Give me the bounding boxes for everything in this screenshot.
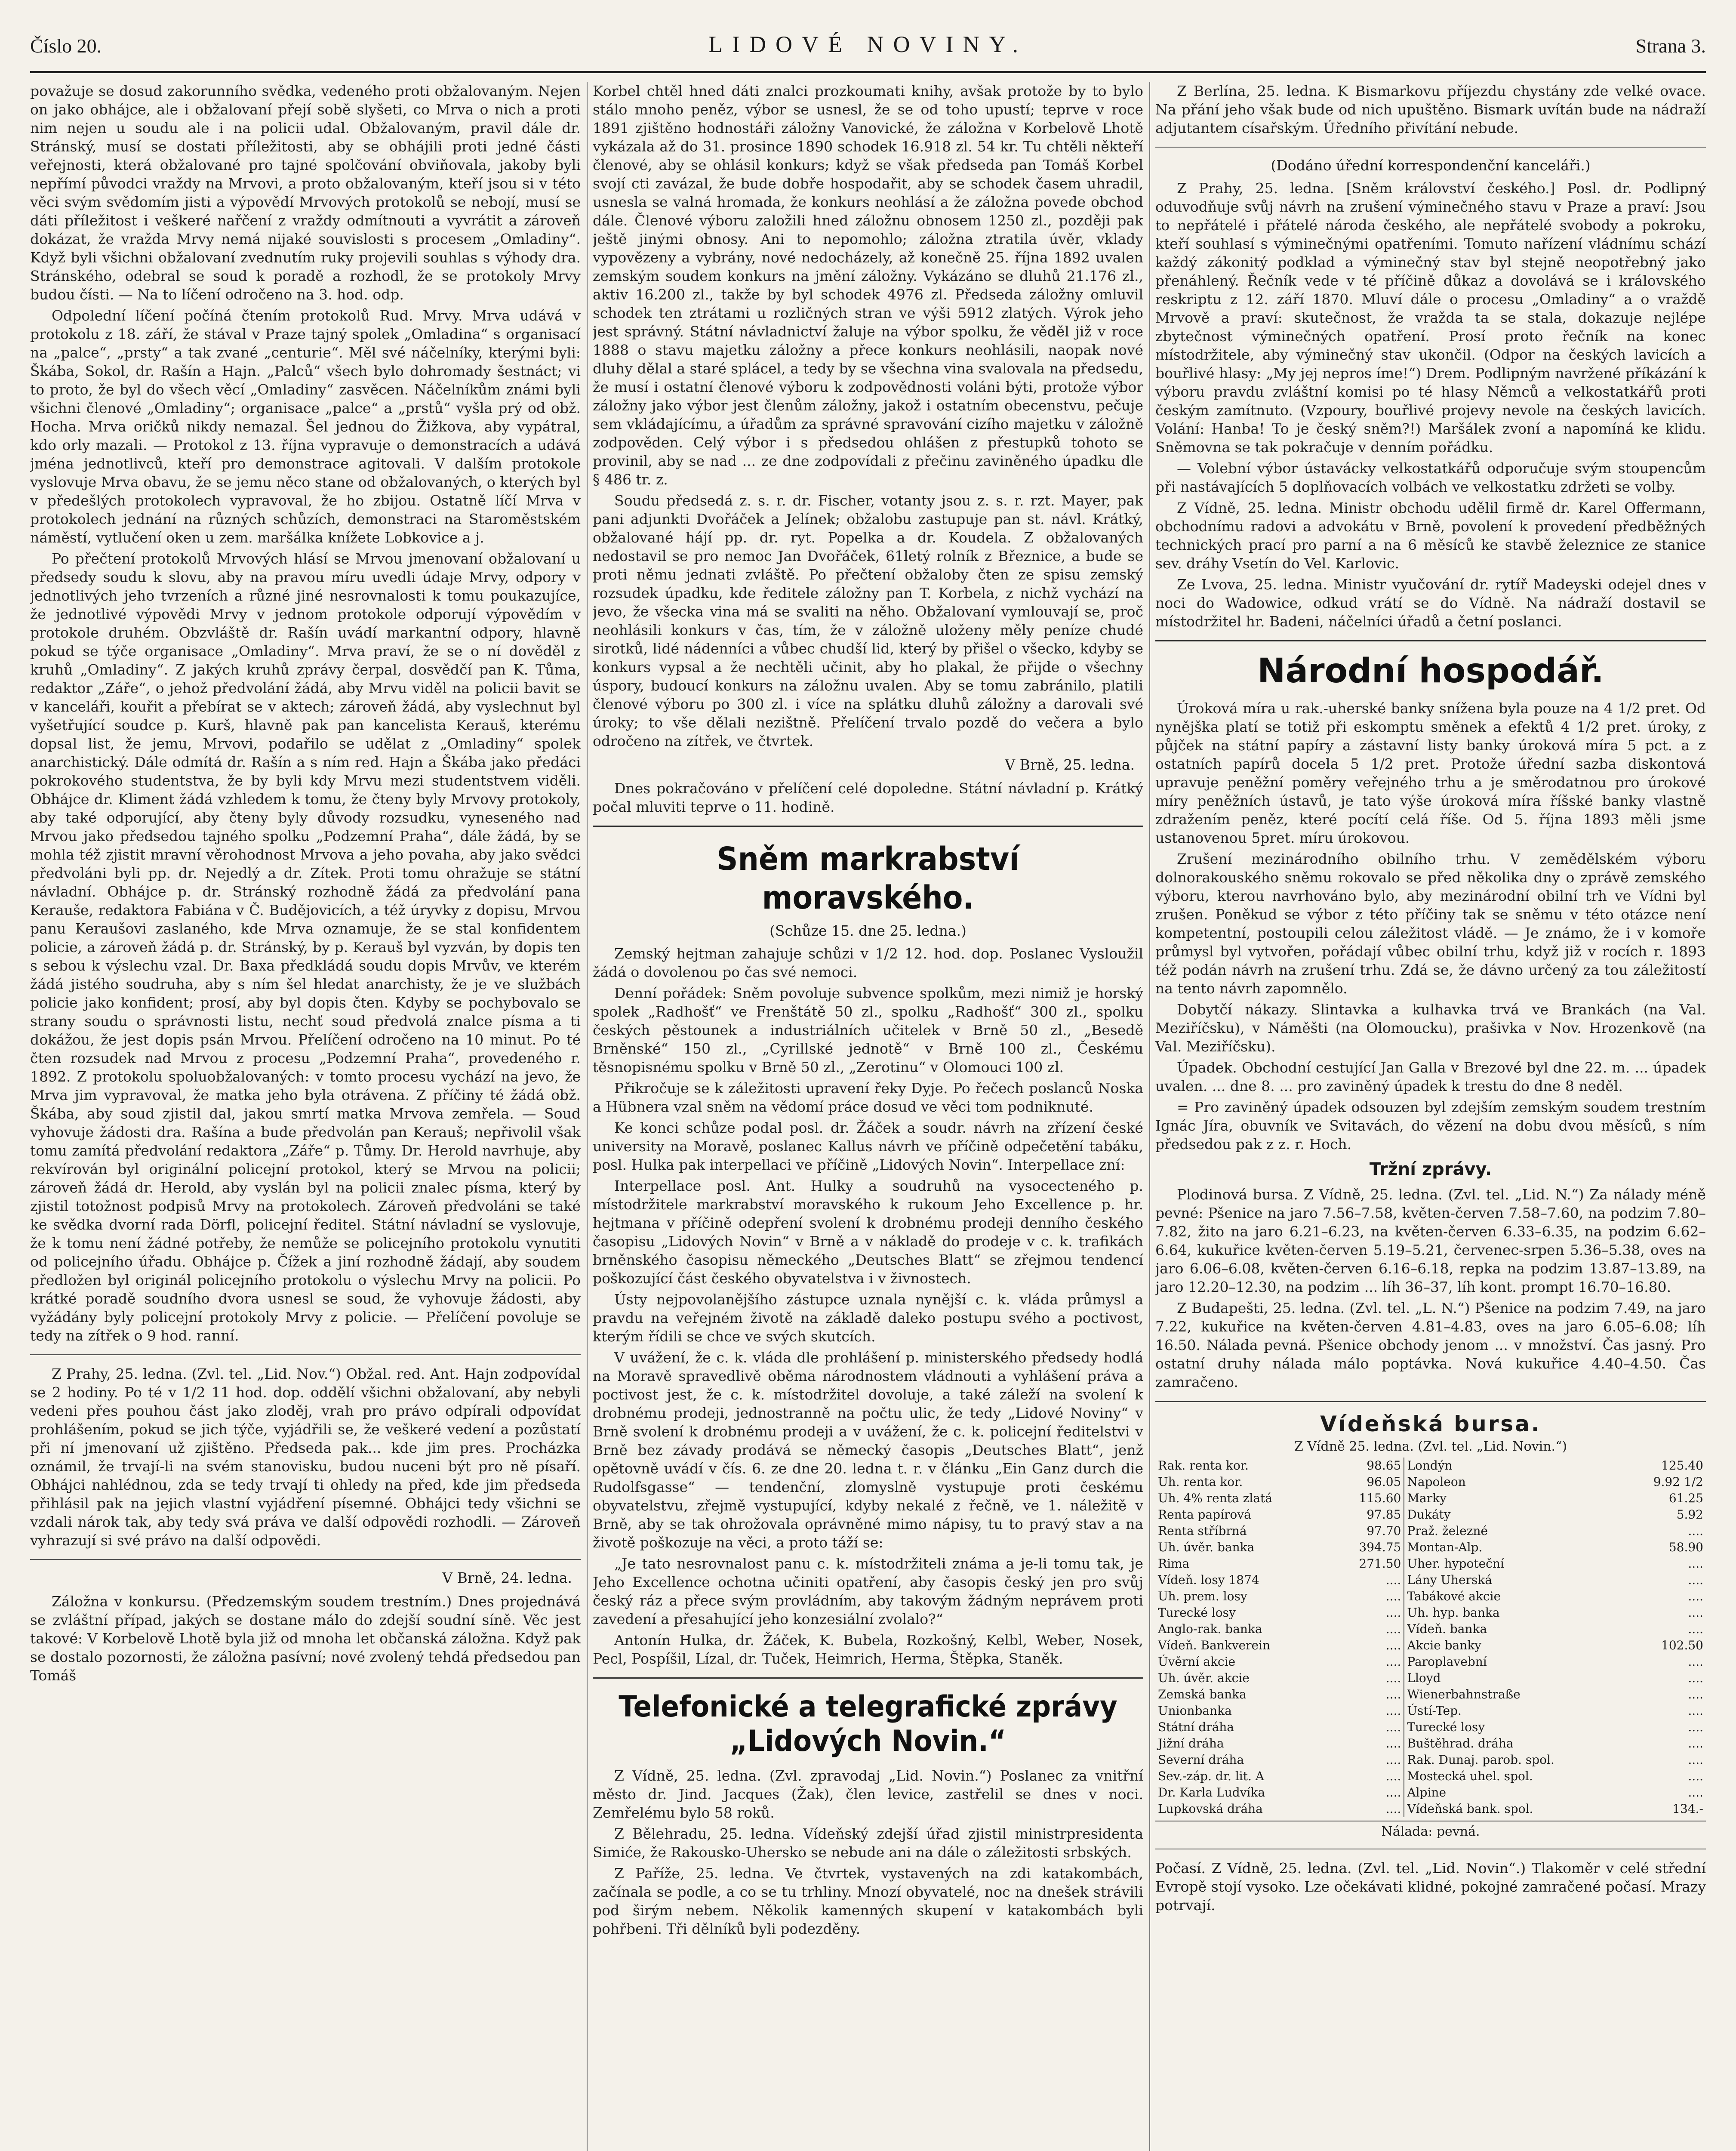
article-paragraph: Z Paříže, 25. ledna. Ve čtvrtek, vystavených na zdi katakombách, začínala se podle, a co se tu trhliny. Mnozí obyvatelé, noc na dnešek strávili pod širým nebem. Několik kamenných skupení v katakombách byli pohřbeni. Tři dělníků byli podezděny. — [593, 1865, 1143, 1937]
bursa-item-value: 102.50 — [1661, 1638, 1703, 1652]
bursa-item-value: .... — [1688, 1573, 1703, 1587]
section-divider — [593, 826, 1143, 827]
article-paragraph: Odpolední líčení počíná čtením protokolů Rud. Mrvy. Mrva udává v protokolu z 18. září, že stával v Praze tajný spolek „Omladina“ s organisací na „palce“, „prsty“ a tak zvané „centurie“. Měl své náčelníky, kterými byli: Škába, Sokol, dr. Rašín a Hajn. „Palců“ všech bylo dohromady šestnáct; vi to proto, že byl do všech věcí „Omladiny“ zasvěcen. Náčelníkům známi byli všichni členové „Omladiny“; organisace „palce“ a „prstů“ vyšla prý od obž. Hocha. Mrva oričků nikdy nemazal. Šel jednou do Žižkova, aby vypátral, kdo orly mazali. — Protokol z 13. října vypravuje o demonstracích a udává jména jednotlivců, kteří pro demonstrace agitovali. V dalším protokole vyslovuje Mrva obavu, že se jemu něco stane od obžalovaných, o kterých byl v předešlých protokolech vypravoval, že ho zbijou. Ostatně líčí Mrva v protokolech jednání na různých schůzích, demonstraci na Staroměstském náměstí, vytlučení oken u zem. maršálka knížete Lobkovice a j. — [30, 307, 581, 546]
article-paragraph: Ke konci schůze podal posl. dr. Žáček a soudr. návrh na zřízení české university na Moravě, poslanec Kallus návrh ve příčině odpečetění tabáku, posl. Hulka pak interpellaci ve příčině „Lidových Novin“. Interpellace zní: — [593, 1119, 1143, 1173]
article-paragraph: Dobytčí nákazy. Slintavka a kulhavka trvá ve Brankách (na Val. Meziříčsku), v Náměšti (na Olomoucku), prašivka v Nov. Hrozenkově (na Val. Meziříčsku). — [1155, 1001, 1706, 1055]
bursa-subtitle: Z Vídně 25. ledna. (Zvl. tel. „Lid. Novin.“) — [1294, 1439, 1567, 1454]
bursa-item-value: .... — [1688, 1556, 1703, 1571]
bursa-item-value: .... — [1688, 1687, 1703, 1701]
bursa-item-value: 9.92 1/2 — [1653, 1475, 1703, 1489]
bursa-row — [1155, 1523, 1706, 1539]
bursa-item-value: .... — [1385, 1622, 1401, 1636]
bursa-item-value: .... — [1385, 1687, 1401, 1701]
bursa-item-value: .... — [1688, 1704, 1703, 1718]
article-paragraph: V uvážení, že c. k. vláda dle prohlášení p. ministerského předsedy hodlá na Moravě spravedlivě oběma národnostem vládnouti a vyhlášení práva a poctivost jest, že c. k. místodržitel dovoluje, a také záleží na svolení k drobnému prodeji, jednostranně na počtu ulic, že tedy „Lidové Noviny“ v Brně svolení k drobnému prodeji a v uvážení, že c. k. policejní ředitelstvi v Brně bez závady prodává se německý časopis „Deutsches Blatt“, jenž opětovně uvádí v čís. 6. ze dne 20. ledna t. r. v článku „Ein Ganz durch die Rudolfsgasse“ — tendenční, zlomyslně vystupuje proti českému obyvatelstvu, zřejmě vystupující, kdyby nekalé z řečně, ve 1. náležitě v Brně, aby se tak ohrožovala oprávněné mimo nápisy, tu to pravý stav a na životě poškozuje na věci, a proto táží se: — [593, 1349, 1143, 1551]
bursa-item-value: 5.92 — [1676, 1507, 1703, 1522]
section-divider — [1155, 1401, 1706, 1402]
bursa-row — [1155, 1621, 1706, 1637]
bursa-row — [1155, 1490, 1706, 1507]
article-paragraph: Úroková míra u rak.-uherské banky snížena byla pouze na 4 1/2 pret. Od nynějška platí se totiž při eskomptu směnek a efektů 4 1/2 pret. úroky, z půjček na státní papíry a zástavní listy banky úroková míra 5 pct. a z ostatních papírů docela 5 1/2 pret. Protože úřední sazba diskontová upravuje peněžní poměry veřejného trhu a je směrodatnou pro úrokové míry peněžních ústavů, je tato výše úroková míra říšské banky vlastně zdražením peněz, které pocítí celá říše. Od 5. října 1893 měli jsme ustanovenou 5pret. míru úrokovou. — [1155, 700, 1706, 846]
bursa-item-name: Jižní dráha — [1158, 1736, 1224, 1750]
article-paragraph: Z Prahy, 25. ledna. [Sněm království českého.] Posl. dr. Podlipný oduvodňuje svůj návrh na zrušení výminečného stavu v Praze a praví: Jsou to nepřátelé i přátelé národa českého, ale nepřátelé svobody a pokroku, kteří souhlasí s výminečnými opatřeními. Tomuto nařízení vládnímu schází každý zákonitý podklad a výminečný stav byl stejně neopotřebný jako přenáhlený. Řečník vede v té příčině důkaz a dovolává se i královského reskriptu z 12. září 1870. Mluví dále o procesu „Omladiny“ a o vraždě Mrvově a praví: skutečnost, že vražda ta se stala, dokazuje nejlépe zbytečnost výminečných opatření. Prosí proto řečník na konec místodržitele, aby výminečný stav ukončil. (Odpor na českých lavicích a bouřlivé hlasy: „My jej nepros íme!“) Drem. Podlipným navržené příkázání k výboru pravdu zvláštní komisi po té hlasy Němců a velkostatkářů proti českým zamítnuto. (Vzpoury, bouřlivé projevy nevole na českých lavicích. Volání: Hanba! To je český sněm?!) Maršálek zvoní a napomíná ke klidu. Sněmovna se tak pokračuje v denním pořádku. — [1155, 180, 1706, 456]
bursa-item-name: Dukáty — [1404, 1507, 1649, 1523]
bursa-item-name: Buštěhrad. dráha — [1404, 1735, 1649, 1752]
bursa-item-name: Praž. železné — [1404, 1523, 1649, 1539]
bursa-item-name: Dr. Karla Ludvíka — [1158, 1785, 1265, 1800]
article-paragraph: Korbel chtěl hned dáti znalci prozkoumati knihy, avšak protože by to bylo stálo mnoho peněz, výbor se usnesl, že se od toho upustí; teprve v roce 1891 zjištěno hodnostáři záložny Vanovické, že záložna v Korbelově Lhotě vykázala až do 31. prosince 1890 schodek 16.918 zl. 54 kr. Tu chtěli někteří členové, aby se ohlásil konkurs; když se však předseda pan Tomáš Korbel svojí cti zavázal, že bude dobře hospodařit, aby se schodek časem uhradil, usnesla se valná hromada, že konkurs neohlásí a že záložna povede obchod dále. Členové výboru založili hned záložnu obnosem 1250 zl., později pak ještě jinými obnosy. Ani to nepomohlo; záložna ztratila úvěr, vklady vypovězeny a vybrány, nové nedocházely, až konečně 25. října 1892 uvalen zemským soudem konkurs na jmění záložny. Vykázáno se dluhů 21.176 zl., aktiv 16.200 zl., takže by byl schodek 4976 zl. Předseda záložny omluvil schodek ten ztrátami u rozličných stran ve výši 5912 zlatých. Výrok jeho jest správný. Státní návladnictví žaluje na výbor spolku, že věděl již v roce 1888 o stavu majetku záložny a přece konkurs neohlásili, naopak nové dluhy dělal a staré splácel, a tedy by se všechna vina svalovala na předsedu, že musí i ostatní členové výboru k zodpovědnosti voláni býti, protože výbor záložny jako výbor jest členům záložny, jakož i ostatním obecenstvu, pečuje sem vkládajícímu, a úřadům za správné spravování cizího majetku v záložně zodpověden. Celý výbor i s předsedou ohlášen z přestupků tohoto se provinil, aby se nad ... ze dne zodpovídali z přečinu zaviněného úpadku dle § 486 tr. z. — [593, 83, 1143, 488]
newspaper-page — [30, 26, 1706, 2151]
bursa-item-name: Unionbanka — [1158, 1704, 1232, 1718]
bursa-item-name: Severní dráha — [1158, 1753, 1244, 1767]
bursa-item-name: Uh. hyp. banka — [1404, 1605, 1649, 1621]
bursa-item-value: 115.60 — [1359, 1491, 1401, 1505]
weather-report: Počasí. Z Vídně, 25. ledna. (Zvl. tel. „Lid. Novin“.) Tlakoměr v celé střední Evropě stojí vysoko. Lze očekávati klidné, pokojné zamračené počasí. Mrazy potrvají. — [1155, 1860, 1706, 1914]
bursa-item-name: Marky — [1404, 1490, 1649, 1507]
bursa-item-name: Turecké losy — [1158, 1606, 1236, 1620]
bursa-item-value: 97.85 — [1367, 1507, 1401, 1522]
bursa-item-value: .... — [1385, 1736, 1401, 1750]
column-1 — [30, 82, 581, 2151]
bursa-item-value: 61.25 — [1668, 1491, 1703, 1505]
bursa-row — [1155, 1507, 1706, 1523]
bursa-item-name: Lloyd — [1404, 1670, 1649, 1686]
section-heading-snem: Sněm markrabství moravského. — [717, 841, 1019, 916]
article-paragraph: — Volební výbor ústavácky velkostatkářů odporučuje svým stoupencům při nastávajících 5 doplňovacích volbách ve velkostatku zdržeti se volby. — [1155, 460, 1706, 495]
article-paragraph: Plodinová bursa. Z Vídně, 25. ledna. (Zvl. tel. „Lid. N.“) Za nálady méně pevné: Pšenice na jaro 7.56–7.58, květen-červen 7.58–7.60, na podzim 7.80–7.82, žito na jaro 6.21–6.23, na květen-červen 6.33–6.35, na podzim 6.62–6.64, kukuřice květen-červen 5.19–5.21, červenec-srpen 5.36–5.38, oves na jaro 6.06–6.08, květen-červen 6.16–6.18, repka na podzim 13.87–13.89, na jaro 12.20–12.30, na podzim ... líh 36–37, líh kont. prompt 16.70–16.80. — [1155, 1186, 1706, 1295]
dateline: V Brně, 24. ledna. — [442, 1569, 572, 1586]
bursa-heading: Vídeňská bursa. — [1320, 1411, 1541, 1436]
section-divider — [30, 1354, 581, 1355]
article-paragraph: Zemský hejtman zahajuje schůzi v 1/2 12. hod. dop. Poslanec Vysloužil žádá o dovolenou po čas své nemoci. — [593, 945, 1143, 980]
bursa-item-name: Uher. hypoteční — [1404, 1556, 1649, 1572]
article-paragraph: Soudu předsedá z. s. r. dr. Fischer, votanty jsou z. s. r. rzt. Mayer, pak pani adjunkti Dvořáček a Jelínek; obžalobu zastupuje pan st. návl. Krátký, obžalované hájí pp. dr. ryt. Popelka a dr. Koudela. Z obžalovaných nedostavil se pro nemoc Jan Dvořáček, 61letý rolník z Březnice, a bude se proti němu jednati zvláště. Po přečtení obžaloby čten ze spisu zemský rozsudek úpadku, kde ředitele záložny pan T. Korbela, z nichž vychází na jevo, že všecka vina má se svaliti na něho. Obžalovaní vymlouvají se, proč neohlásili konkurs v čas, tím, že v záložně uloženy měly peníze chudé sirotků, lidé nádenníci a vůbec chudší lid, který by přišel o všecko, kdyby se konkurs vypsal a že nechtěli učinit, aby ho plakal, že přijde o všechny úspory, budoucí konkurs na záložnu uvalen. Aby se tomu zabránilo, platili členové výboru po 300 zl. i více na splátku dluhů záložny a darovali své úroky; to vše dělali nezištně. Přelíčení trvalo pozdě do večera a bylo odročeno na zítřek, ve čtvrtek. — [593, 492, 1143, 749]
article-paragraph: Interpellace posl. Ant. Hulky a soudruhů na vysocecteného p. místodržitele markrabství moravského k rukoum Jeho Excellence p. hr. hejtmana v příčině odepření svolení k drobnému prodeji denního českého časopisu „Lidových Novin“ v Brně a v nákladě do prodeje v c. k. trafikách brněnského časopisu německého „Deutsches Blatt“ se zřejmou tendencí poškozující část českého obyvatelstva i v živnostech. — [593, 1177, 1143, 1287]
bursa-item-name: Alpine — [1404, 1784, 1649, 1801]
bursa-item-name: Vídeň. banka — [1404, 1621, 1649, 1637]
article-paragraph: = Pro zaviněný úpadek odsouzen byl zdejším zemským soudem trestním Ignác Jíra, obuvník ve Svitavách, do vězení na dobu dvou měsíců, s ním předsedou pak z z. r. Hoch. — [1155, 1099, 1706, 1153]
column-3 — [1155, 82, 1706, 2151]
bursa-item-value: .... — [1385, 1671, 1401, 1685]
bursa-item-value: .... — [1688, 1622, 1703, 1636]
bursa-item-value: 125.40 — [1661, 1458, 1703, 1473]
bursa-item-name: Uh. renta kor. — [1158, 1475, 1243, 1489]
bursa-row — [1155, 1556, 1706, 1572]
bursa-item-name: Vídeň. Bankverein — [1158, 1638, 1271, 1652]
article-paragraph: Z Prahy, 25. ledna. (Zvl. tel. „Lid. Nov.“) Obžal. red. Ant. Hajn zodpovídal se 2 hodiny. Po té v 1/2 11 hod. dop. oddělí všichni obžalovaní, aby nebyli vedeni přes pouhou část jako zloděj, vrah pro právo odpírali odpovídat prohlášením, pokud se jich týče, vyjádřili se, že veškeré vedení a pozůstatí při ní jmenovaní už zjištěno. Předseda pak... kde jim pres. Procházka oznámil, že trvají-li na svém stanovisku, budou nuceni být pro ně písaří. Obhájci nahlédnou, zda se tedy trvají ti ohledy na před, kde jim předseda přihlásil pak na jejich vlastní vyjádření písemné. Obhájci tedy všichni se vzdali nárok tak, aby tedy svá práva ve další odpovědi rozhodli. — Zároveň vyhrazují si své právo na další odpovědi. — [30, 1365, 581, 1549]
bursa-item-name: Wienerbahnstraße — [1404, 1686, 1649, 1703]
signatories: Antonín Hulka, dr. Žáček, K. Bubela, Rozkošný, Kelbl, Weber, Nosek, Pecl, Pospíšil, Lízal, dr. Tuček, Heimrich, Herma, Štěpka, Staněk. — [593, 1632, 1143, 1667]
bursa-item-name: Rak. Dunaj. parob. spol. — [1404, 1752, 1649, 1768]
bursa-item-value: 98.65 — [1367, 1458, 1401, 1473]
bursa-item-name: Tabákové akcie — [1404, 1588, 1649, 1605]
bursa-row — [1155, 1637, 1706, 1654]
bursa-item-name: Napoleon — [1404, 1474, 1649, 1490]
bursa-item-value: .... — [1385, 1704, 1401, 1718]
bursa-item-name: Anglo-rak. banka — [1158, 1622, 1262, 1636]
article-paragraph: Z Berlína, 25. ledna. K Bismarkovu příjezdu chystány zde velké ovace. Na přání jeho však bude od nich upuštěno. Bismark uvítán bude na nádraží adjutantem císařským. Úředního přivítání nebude. — [1155, 83, 1706, 136]
bursa-item-name: Vídeňská bank. spol. — [1404, 1801, 1649, 1817]
bursa-item-name: Sev.-záp. dr. lit. A — [1158, 1769, 1264, 1783]
bursa-item-value: .... — [1385, 1753, 1401, 1767]
bursa-item-value: .... — [1385, 1606, 1401, 1620]
section-divider — [30, 1559, 581, 1560]
bursa-item-name: Akcie banky — [1404, 1637, 1649, 1654]
article-paragraph: Z Bělehradu, 25. ledna. Vídeňský zdejší úřad zjistil ministrpresidenta Simiće, že Rakousko-Uhersko se nebude ani na dále o záležitosti srbských. — [593, 1825, 1143, 1861]
bursa-row — [1155, 1539, 1706, 1556]
article-paragraph: Záložna v konkursu. (Předzemským soudem trestním.) Dnes projednává se zvláštní případ, jakých se dostane málo do zdejší soudní síně. Věc jest takové: V Korbelově Lhotě byla již od mnoha let občanská záložna. Když pak se dostalo pozornosti, že záložna pasívní; nové zvolený tehdá předsedou pan Tomáš — [30, 1593, 581, 1684]
session-info: (Schůze 15. dne 25. ledna.) — [770, 922, 966, 939]
article-paragraph: Po přečtení protokolů Mrvových hlásí se Mrvou jmenovaní obžalovaní u předsedy soudu k slovu, aby na pravou míru uvedli údaje Mrvy, odpory v jednotlivých jeho tvrzeních a různé jiné nesrovnalosti k tomu poukazujíce, že jednotlivé výpovědi Mrvy v jednom protokole odporují výpovědím v protokole druhém. Obzvláště dr. Rašín uvádí markantní odpory, hlavně pokud se týče organisace „Omladiny“. Mrva praví, že se o ní dověděl z kruhů „Omladiny“. Z jakých kruhů zprávy čerpal, dosvědčí pan K. Tůma, redaktor „Záře“, o jehož předvolání žádá, aby Mrvu viděl na policii bavit se v kanceláři, kouřit a přebírat se v aktech; zároveň žádá, aby vyslechnut byl vyšetřující soudce p. Kurš, hlavně pak pan kancelista Kerauš, kterému dopsal list, že jemu, Mrvovi, podařilo se udělat z „Omladiny“ spolek anarchistický. Dále odmítá dr. Rašín a s ním red. Hajn a Škába jako předáci pokrokového studentstva, že by byli kdy Mrvu mezi studentstvem viděli. Obhájce dr. Kliment žádá vzhledem k tomu, že čteny byly Mrvovy protokoly, aby také odporující, aby čteny byly důvody rozsudku, vyneseného nad Mrvou jako předsedou tajného spolku „Podzemní Praha“, dále žádá, by se mohla též zjistit mravní věrohodnost Mrvova a jeho povaha, aby jako svědci předvoláni byli pp. dr. Nejedlý a dr. Zítek. Proti tomu ohražuje se státní návladní. Obhájce p. dr. Stránský rozhodně žádá za předvolání pana Kerauše, redaktora Fabiána v Č. Budějovicích, a též úryvky z dopisu, Mrvou panu Keraušovi zaslaného, kde Mrva oznamuje, že se stal konfidentem policie, a zároveň žádá p. dr. Stránský, by p. Kerauš byl vyzván, by dopis ten s sebou k výslechu vzal. Dr. Baxa předkládá soudu dopis Mrvův, ve kterém žádá jistého soudruha, aby s ním šel hledat anarchisty, že je ve službách policie jako konfident; prosí, aby byl dopis čten. Kdyby se pochybovalo se strany soudu o správnosti listu, nechť soud předvolá znalce písma a ti dokážou, že jest dopis psán Mrvou. Přelíčení odročeno na 10 minut. Po té čten rozsudek nad Mrvou z procesu „Podzemní Praha“, provedeného r. 1892. Z protokolu spoluobžalovaných: v tomto procesu vychází na jevo, že Mrva jim vypravoval, že matka jeho byla otrávena. Z příčiny té žádá obž. Škába, aby soud zjistil dal, jakou smrtí matka Mrvova zemřela. — Soud vyhovuje žádosti dra. Rašína a bude předvolán pan Kerauš; nepřivolil však tomu zamítá předvolání redaktora „Záře“ p. Tůmy. Dr. Herold navrhuje, aby rekvírován byl originální policejní protokol, který se Mrvou na policii; zároveň žádá dr. Herold, aby vyslán byl na policii znalec písma, který by zjistil totožnost podpisů Mrvy na protokolech. Zároveň předvoláni se také ke svědka dvorní rada Dörfl, policejní ředitel. Státní návladní se vyslovuje, že k tomu není žádné potřeby, že nemůže se policejního protokolu vynutiti od policejního úřadu. Obhájce p. Čížek a jiní rozhodně žádají, aby soudem předložen byl originál policejního protokolu o výslechu Mrvy na policii. Po krátké poradě soudního dvora usnesl se soud, že vyhovuje žádosti, aby vyžádány byly policejní protokoly Mrvy z policie. — Přelíčení povoluje se tedy na zítřek o 9 hod. ranní. — [30, 550, 581, 1344]
bursa-item-name: Renta papírová — [1158, 1507, 1251, 1522]
article-paragraph: Ze Lvova, 25. ledna. Ministr vyučování dr. rytíř Madeyski odejel dnes v noci do Wadowice, odkud vrátí se do Vídně. Na nádraží dostavil se místodržitel hr. Badeni, náčelníci úřadů a četní poslanci. — [1155, 576, 1706, 630]
bursa-row — [1155, 1572, 1706, 1588]
article-paragraph: Úpadek. Obchodní cestující Jan Galla v Brezové byl dne 22. m. ... úpadek uvalen. ... dne 8. ... pro zaviněný úpadek k trestu do dne 8 neděl. — [1155, 1059, 1706, 1094]
bursa-item-name: Paroplavební — [1404, 1654, 1649, 1670]
bursa-row — [1155, 1670, 1706, 1686]
bursa-item-value: 134.- — [1672, 1802, 1703, 1816]
bursa-item-name: Montan-Alp. — [1404, 1539, 1649, 1556]
column-2 — [593, 82, 1143, 2151]
bursa-item-value: .... — [1688, 1524, 1703, 1538]
bursa-item-value: .... — [1688, 1736, 1703, 1750]
bursa-row — [1155, 1703, 1706, 1719]
bursa-item-value: .... — [1688, 1769, 1703, 1783]
bursa-row — [1155, 1458, 1706, 1474]
bursa-item-name: Uh. prem. losy — [1158, 1589, 1247, 1603]
bursa-item-name: Londýn — [1404, 1458, 1649, 1474]
bursa-row — [1155, 1752, 1706, 1768]
article-paragraph: Dnes pokračováno v přelíčení celé dopoledne. Státní návladní p. Krátký počal mluviti teprve o 11. hodině. — [593, 780, 1143, 815]
bursa-item-value: 97.70 — [1367, 1524, 1401, 1538]
section-divider — [593, 1677, 1143, 1679]
masthead-rule — [30, 71, 1706, 73]
bursa-item-value: .... — [1688, 1785, 1703, 1800]
bursa-item-name: Uh. 4% renta zlatá — [1158, 1491, 1272, 1505]
bursa-row — [1155, 1605, 1706, 1621]
bursa-item-name: Renta stříbrná — [1158, 1524, 1247, 1538]
bursa-row — [1155, 1654, 1706, 1670]
article-paragraph: Přikročuje se k záležitosti upravení řeky Dyje. Po řečech poslanců Noska a Hübnera vzal sněm na vědomí práce dosud ve věci tom podniknuté. — [593, 1080, 1143, 1115]
section-heading-telegrams: Telefonické a telegrafické zprávy „Lidových Novin.“ — [619, 1690, 1117, 1758]
article-paragraph: Ústy nejpovolanějšího zástupce uznala nynější c. k. vláda průmysl a pravdu na veřejném životě na základě daleko postupu svého a poctivost, kterým řídili se chce ve svých skutcích. — [593, 1291, 1143, 1345]
bursa-row — [1155, 1588, 1706, 1605]
column-divider — [587, 82, 588, 2151]
bursa-item-value: .... — [1688, 1753, 1703, 1767]
bursa-item-value: 271.50 — [1359, 1556, 1401, 1571]
bursa-item-value: .... — [1385, 1802, 1401, 1816]
bursa-item-name: Ústí-Tep. — [1404, 1703, 1649, 1719]
bursa-item-name: Turecké losy — [1404, 1719, 1649, 1735]
bursa-item-value: 58.90 — [1668, 1540, 1703, 1554]
bursa-mood: Nálada: pevná. — [1155, 1821, 1706, 1839]
newspaper-title: LIDOVÉ NOVINY. — [708, 31, 1028, 57]
bursa-item-name: Rima — [1158, 1556, 1190, 1571]
bursa-item-value: 394.75 — [1359, 1540, 1401, 1554]
article-paragraph: „Je tato nesrovnalost panu c. k. místodržiteli známa a je-li tomu tak, je Jeho Excellence ochotna učiniti opatření, aby časopis český jen pro svůj český ráz a přece svým provládním, aby takovým žádným neprávem proti zavedení a přesahující jeho konzesiální zvolalo?“ — [593, 1555, 1143, 1627]
bursa-item-name: Uh. úvěr. akcie — [1158, 1671, 1250, 1685]
bursa-item-value: .... — [1385, 1573, 1401, 1587]
article-paragraph: považuje se dosud zakorunního svědka, vedeného proti obžalovaným. Nejen on jako obhájce, ale i obžalovaní přejí sobě slyšeti, co Mrva o nich a proti nim nejen u soudu ale i na policii udal. Obžalovaným, pravil dále dr. Stránský, musí se dostati příležitosti, aby se obhájili proti jedné části veřejnosti, která obžalované pro tajné spolčování obviňovala, jakoby byli nepřímí původci vraždy na Mrvovi, a proto obžalovaným, kteří jsou si v této věci svým svědomím jisti a výpovědí Mrvových protokolů se nebojí, musí se dáti příležitost i veškeré nařčení z vraždy odmítnouti a vyvrátit a zároveň dokázat, že vražda Mrvy nemá nijaké souvislosti s procesem „Omladiny“. Když byli všichni obžalovaní zvednutím ruky projevili souhlas s výhody dra. Stránského, odebral se soud k poradě a rozhodl, že se protokoly Mrvy budou čísti. — Na to líčení odročeno na 3. hod. odp. — [30, 83, 581, 303]
bursa-item-name: Mostecká uhel. spol. — [1404, 1768, 1649, 1784]
issue-number: Číslo 20. — [30, 35, 102, 57]
article-paragraph: Zrušení mezinárodního obilního trhu. V zemědělském výboru dolnorakouského sněmu rokovalo se před několika dny o zprávě zemského výboru, kterou navrhováno bylo, aby mezinárodní obilní trh ve Vídni byl zrušen. Poněkud se výbor z této příčiny tak se sněmu v této otázce není kompetentní, postoupili celou záležitost vládě. — Je známo, že i v komoře průmysl byl vytvořen, pořádají vůbec obilní trhu, když již v rocích r. 1893 též podán návrh na zrušení trhu. Zdá se, že dávno určený za tou záležitostí na tento návrh zapomnělo. — [1155, 851, 1706, 997]
bursa-item-name: Úvěrní akcie — [1158, 1655, 1236, 1669]
bursa-table — [1155, 1458, 1706, 1817]
bursa-item-name: Státní dráha — [1158, 1720, 1234, 1734]
bursa-item-name: Zemská banka — [1158, 1687, 1247, 1701]
bursa-item-value: .... — [1385, 1785, 1401, 1800]
bursa-row — [1155, 1719, 1706, 1735]
article-paragraph: Z Vídně, 25. ledna. Ministr obchodu udělil firmě dr. Karel Offermann, obchodnímu radovi a advokátu v Brně, povolení k provedení předběžných technických prací pro parní a na 6 měsíců ke stavbě železnice ze stanice sev. dráhy Vsetín do Vel. Karlovic. — [1155, 499, 1706, 572]
section-divider — [1155, 640, 1706, 641]
bursa-item-value: .... — [1688, 1655, 1703, 1669]
bursa-row — [1155, 1686, 1706, 1703]
bursa-item-name: Lány Uherská — [1404, 1572, 1649, 1588]
bursa-item-value: .... — [1385, 1638, 1401, 1652]
bursa-item-value: .... — [1385, 1769, 1401, 1783]
bursa-item-value: 96.05 — [1367, 1475, 1401, 1489]
bursa-item-value: .... — [1385, 1720, 1401, 1734]
dateline: V Brně, 25. ledna. — [1005, 756, 1135, 773]
bursa-row — [1155, 1474, 1706, 1490]
bursa-row — [1155, 1801, 1706, 1817]
bursa-row — [1155, 1735, 1706, 1752]
masthead — [30, 26, 1706, 73]
bursa-item-name: Vídeň. losy 1874 — [1158, 1573, 1259, 1587]
market-heading: Tržní zprávy. — [1369, 1159, 1492, 1179]
bursa-item-value: .... — [1688, 1606, 1703, 1620]
bursa-item-value: .... — [1688, 1720, 1703, 1734]
bursa-item-value: .... — [1385, 1655, 1401, 1669]
article-paragraph: Denní pořádek: Sněm povoluje subvence spolkům, mezi nimiž je horský spolek „Radhošť“ ve Frenštátě 50 zl., spolku „Radhošť“ 300 zl., spolku českých pěstounek a industriálních učitelek v Brně 50 zl., „Besedě Brněnské“ 150 zl., „Cyrillské jednotě“ v Brně 100 zl., Českému těsnopisnému spolku v Brně 50 zl., „Zerotinu“ v Olomouci 100 zl. — [593, 985, 1143, 1076]
article-paragraph: Z Budapešti, 25. ledna. (Zvl. tel. „L. N.“) Pšenice na podzim 7.49, na jaro 7.22, kukuřice na květen-červen 4.81–4.83, oves na jaro 6.05–6.08; líh 16.50. Nálada pevná. Pšenice obchody jenom ... v množství. Čas jasný. Pro ostatní druhy nálada málo poptávka. Nová kukuřice 4.40–4.50. Čas zamračeno. — [1155, 1300, 1706, 1390]
bursa-item-value: .... — [1385, 1589, 1401, 1603]
bursa-item-name: Rak. renta kor. — [1158, 1458, 1249, 1473]
bursa-item-name: Lupkovská dráha — [1158, 1802, 1263, 1816]
article-paragraph: Z Vídně, 25. ledna. (Zvl. zpravodaj „Lid. Novin.“) Poslanec za vnitřní město dr. Jind. Jacques (Žak), člen levice, zastřelil se dnes v noci. Zemřelému bylo 58 roků. — [593, 1767, 1143, 1821]
bursa-row — [1155, 1768, 1706, 1784]
column-divider — [1149, 82, 1150, 2151]
office-note: (Dodáno úřední korrespondenční kanceláři.) — [1271, 157, 1591, 174]
bursa-row — [1155, 1784, 1706, 1801]
section-heading-narodni: Národní hospodář. — [1257, 652, 1604, 690]
bursa-item-value: .... — [1688, 1671, 1703, 1685]
section-divider — [1155, 147, 1706, 148]
bursa-item-name: Uh. úvěr. banka — [1158, 1540, 1255, 1554]
bursa-item-value: .... — [1688, 1589, 1703, 1603]
page-number: Strana 3. — [1635, 35, 1706, 57]
